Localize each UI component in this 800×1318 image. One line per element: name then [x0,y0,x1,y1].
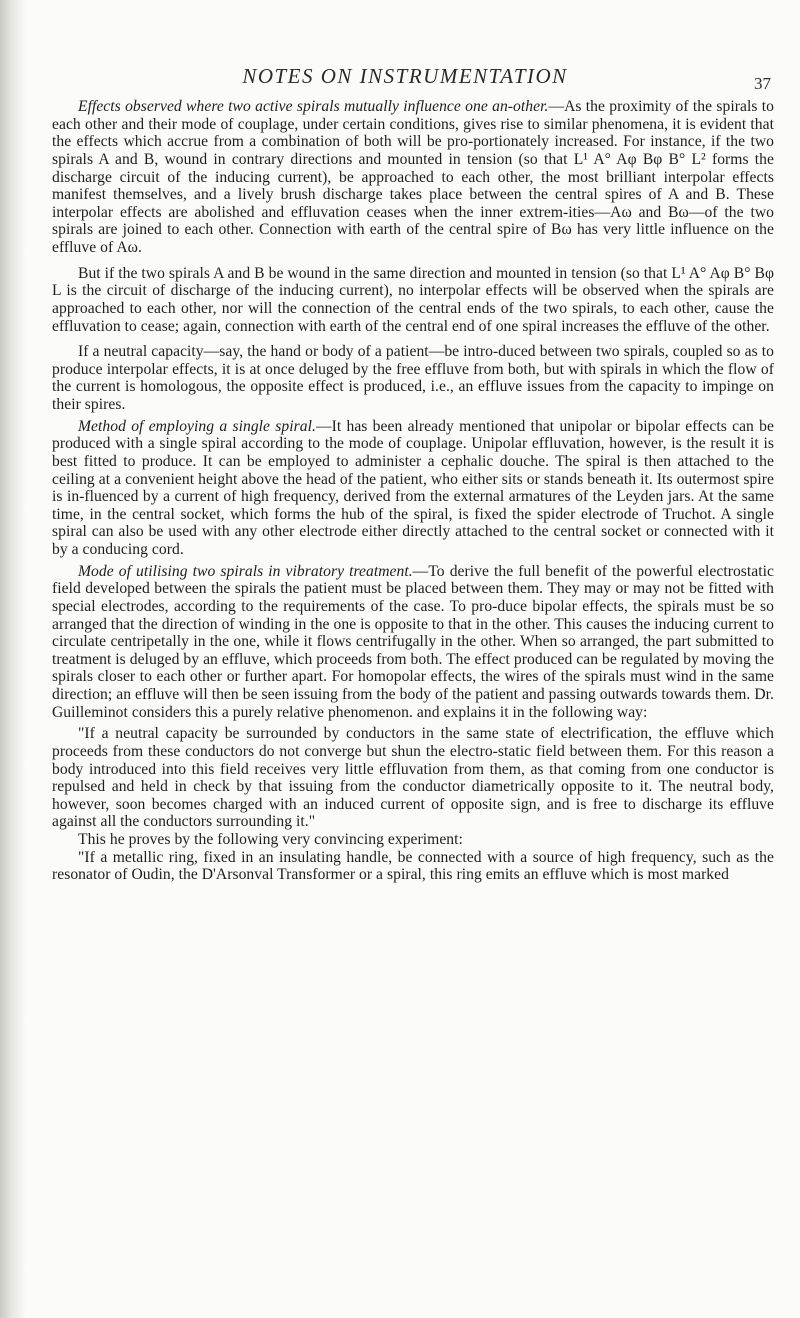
paragraph-text: —It has been already mentioned that unipolar or bipolar effects can be produced with a single spiral according to the mode of couplage. Unipolar effluvation, however, is the result it is best fitted to produce. It can be employed to administer a cephalic douche. The spiral is then attached to the ceiling at a convenient height above the head of the patient, who either sits or stands beneath it. Its outermost spire is in-fluenced by a current of high frequency, derived from the external armatures of the Leyden jars. At the same time, in the central socket, which forms the hub of the spiral, is fixed the spider electrode of Truchot. A single spiral can also be used with any other electrode either directly attached to the central socket or connected with it by a conducing cord. [52,417,774,558]
paragraph-text: But if the two spirals A and B be wound in the same direction and mounted in tension (so that L¹ A° Aφ B° Bφ L is the circuit of discharge of the inducing current), no interpolar effects will be observed when the spirals are approached to each other, nor will the connection of the central ends of the two spirals, to each other, cause the effluvation to cease; again, connection with earth of the central end of one spiral increases the effluve of the other. [52,264,774,335]
paragraph [52,849,774,884]
paragraph-text: —To derive the full benefit of the powerful electrostatic field developed between the spirals the patient must be placed between them. They may or may not be fitted with special electrodes, according to the requirements of the case. To pro-duce bipolar effects, the spirals must be so arranged that the direction of winding in the one is opposite to that in the other. This causes the inducing current to circulate centripetally in the one, while it flows centrifugally in the other. When so arranged, the part submitted to treatment is deluged by an effluve, which proceeds from both. The effect produced can be regulated by moving the spirals closer to each other or further apart. For homopolar effects, the wires of the spirals must wind in the same direction; an effluve will then be seen issuing from the body of the patient and passing outwards towards them. Dr. Guilleminot considers this a purely relative phenomenon. and explains it in the following way: [52,562,774,721]
page-number: 37 [754,74,771,93]
paragraph-lead: Effects observed where two active spirals mutually influence one an-other. [78,98,549,115]
paragraph-text: —As the proximity of the spirals to each other and their mode of couplage, under certain conditions, gives rise to similar phenomena, it is evident that the effects which accrue from a combination of both will be pro-portionately increased. For instance, if the two spirals A and B, wound in contrary directions and mounted in tension (so that L¹ A° Aφ Bφ B° L² forms the discharge circuit of the inducing current), be approached to each other, the most brilliant interpolar effects manifest themselves, and a lively brush discharge takes place between the central spires of A and B. These interpolar effects are abolished and effluvation ceases when the inner extrem-ities—Aω and Bω—of the two spirals are joined to each other. Connection with earth of the central spire of Bω has very little influence on the effluve of Aω. [52,98,774,256]
paragraph [52,418,774,559]
paragraph [52,563,774,722]
body-text [52,98,774,884]
paragraph-lead: Mode of utilising two spirals in vibratory treatment. [78,562,413,580]
binding-shadow [0,0,26,1318]
paragraph-text: "If a neutral capacity be surrounded by conductors in the same state of electrification, the effluve which proceeds from these conductors do not converge but shun the electro-static field between them. For this reason a body introduced into this field receives very little effluvation from them, as that coming from one conductor is repulsed and held in check by that issuing from the conductor diametrically opposite to it. The neutral body, however, soon becomes charged with an induced current of opposite sign, and is free to discharge its effluve against all the conductors surrounding it." [52,725,774,831]
paragraph [52,265,774,336]
paragraph-text: "If a metallic ring, fixed in an insulating handle, be connected with a source of high frequency, such as the resonator of Oudin, the D'Arsonval Transformer or a spiral, this ring emits an effluve which is most marked [52,848,774,884]
paragraph-text: This he proves by the following very convincing experiment: [78,831,463,848]
running-header: NOTES ON INSTRUMENTATION [242,64,568,88]
paragraph [52,343,774,414]
paragraph-text: If a neutral capacity—say, the hand or body of a patient—be intro-duced between two spirals, coupled so as to produce interpolar effects, it is at once deluged by the free effluve from both, but with spirals in which the flow of the current is homologous, the opposite effect is produced, i.e., an effluve issues from the capacity to impinge on their spires. [52,343,774,413]
paragraph [52,831,774,849]
paragraph [52,98,774,257]
paragraph-lead: Method of employing a single spiral. [78,417,316,435]
paragraph [52,725,774,831]
